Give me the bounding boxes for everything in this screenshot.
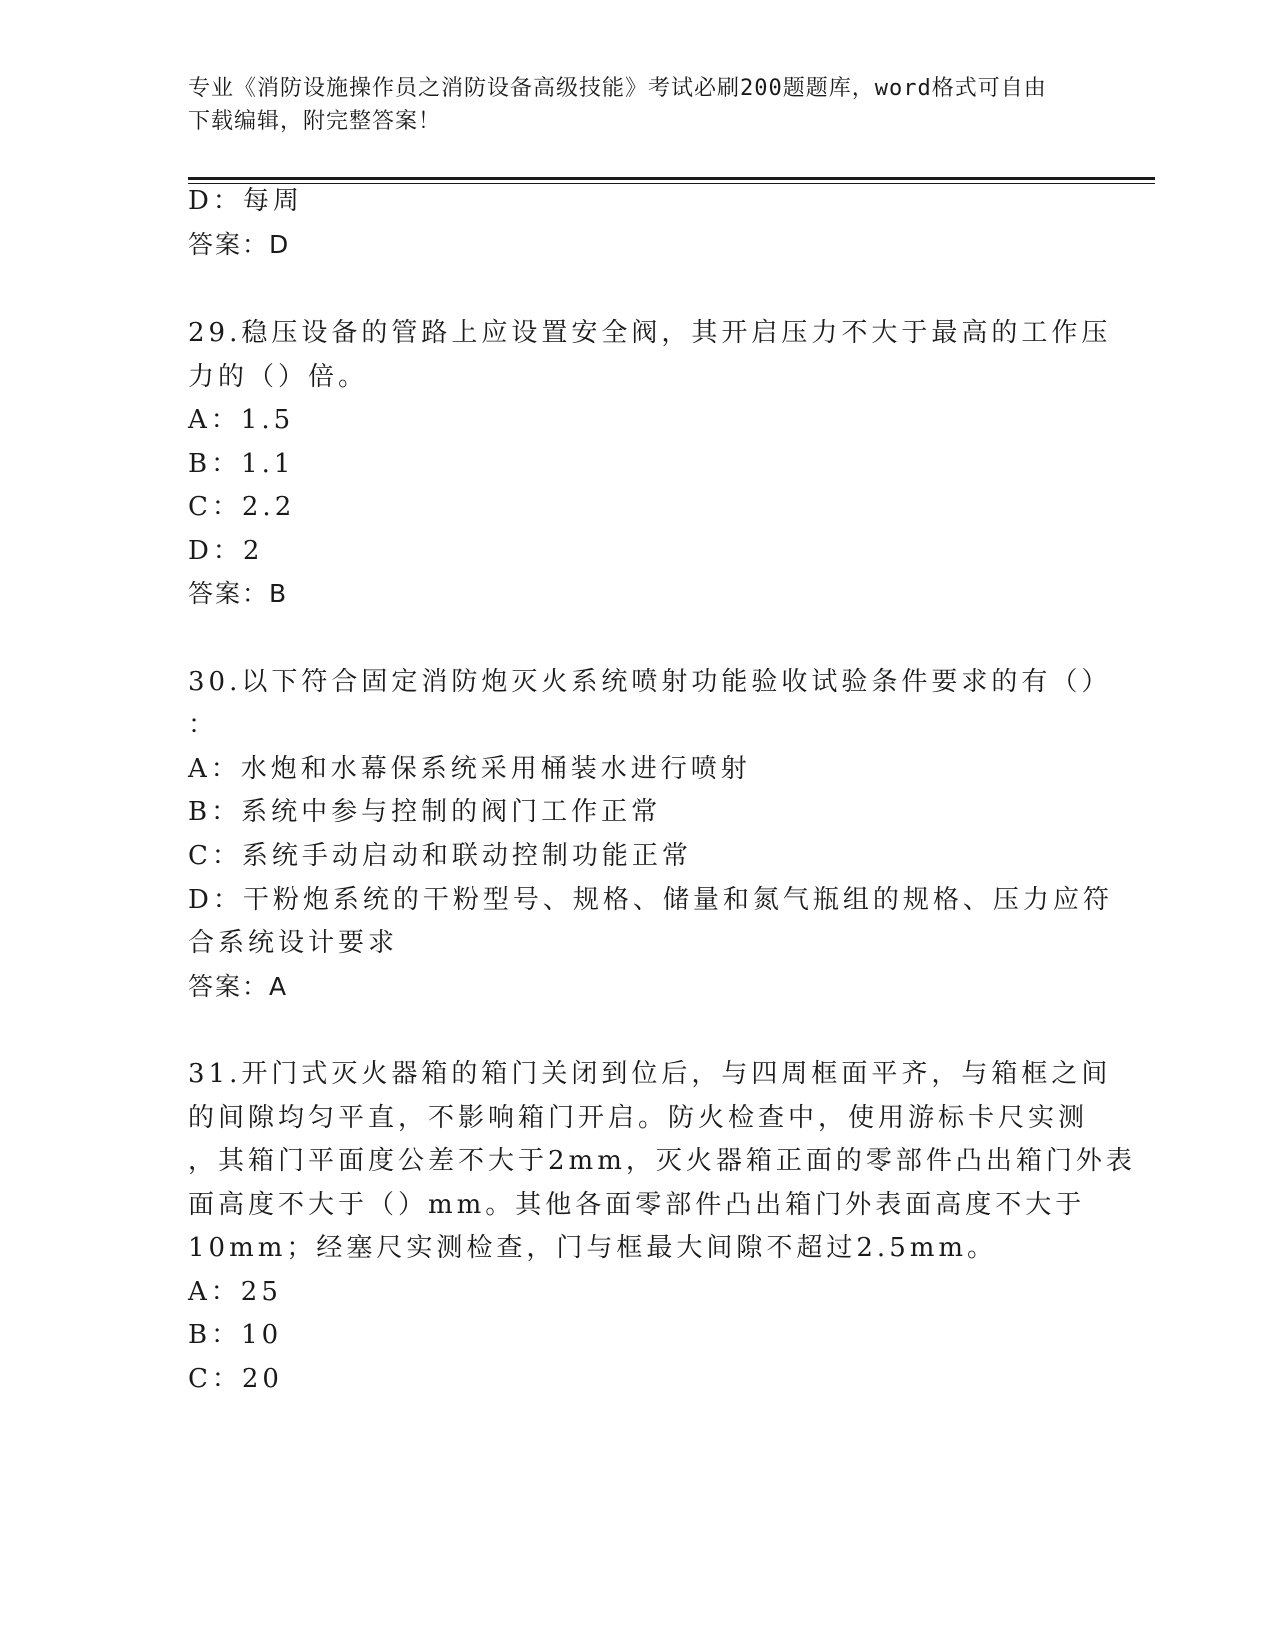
- q30-option-d-line-1: D：干粉炮系统的干粉型号、规格、储量和氮气瓶组的规格、压力应符: [188, 885, 1113, 915]
- q30-option-d-line-2: 合系统设计要求: [188, 928, 399, 958]
- q30-answer: 答案：A: [188, 972, 289, 1001]
- q31-stem-line-4: 面高度不大于（）mm。其他各面零部件凸出箱门外表面高度不大于: [188, 1190, 1086, 1220]
- q30-option-a: A：水炮和水幕保系统采用桶装水进行喷射: [188, 754, 751, 784]
- q30-stem-line-1: 30.以下符合固定消防炮灭火系统喷射功能验收试验条件要求的有（）: [188, 667, 1112, 697]
- q30-option-c: C：系统手动启动和联动控制功能正常: [188, 841, 692, 871]
- q31-option-b: B：10: [188, 1320, 283, 1350]
- q31-option-a: A：25: [188, 1277, 282, 1307]
- q29-option-b: B：1.1: [188, 449, 295, 479]
- q29-stem-line-2: 力的（）倍。: [188, 362, 369, 392]
- q31-stem-line-1: 31.开门式灭火器箱的箱门关闭到位后，与四周框面平齐，与箱框之间: [188, 1059, 1112, 1089]
- header-divider-thick: [188, 177, 1155, 180]
- prev-option-d: D：每周: [188, 186, 303, 216]
- q31-stem-line-3: ，其箱门平面度公差不大于2mm，灭火器箱正面的零部件凸出箱门外表: [188, 1146, 1136, 1176]
- q29-option-a: A：1.5: [188, 405, 295, 435]
- prev-answer: 答案：D: [188, 230, 291, 259]
- q31-option-c: C：20: [188, 1364, 283, 1394]
- q29-option-c: C：2.2: [188, 492, 296, 522]
- q30-stem-line-2: ：: [188, 710, 219, 740]
- q29-stem-line-1: 29.稳压设备的管路上应设置安全阀，其开启压力不大于最高的工作压: [188, 318, 1112, 348]
- q30-option-b: B：系统中参与控制的阀门工作正常: [188, 797, 662, 827]
- q29-option-d: D：2: [188, 536, 264, 566]
- q31-stem-line-2: 的间隙均匀平直，不影响箱门开启。防火检查中，使用游标卡尺实测: [188, 1103, 1089, 1133]
- q29-answer: 答案：B: [188, 579, 289, 608]
- q31-stem-line-5: 10mm；经塞尺实测检查，门与框最大间隙不超过2.5mm。: [188, 1233, 998, 1263]
- header-divider-thin: [188, 183, 1155, 184]
- document-header: 专业《消防设施操作员之消防设备高级技能》考试必刷200题题库，word格式可自由下载编辑，附完整答案！: [188, 76, 1047, 134]
